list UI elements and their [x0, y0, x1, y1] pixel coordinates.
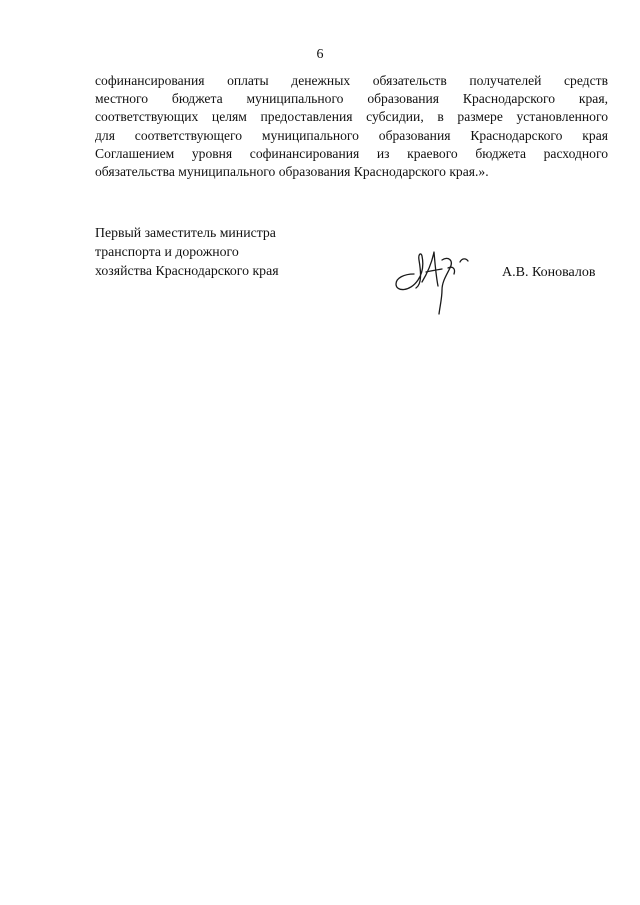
signer-title-line: транспорта и дорожного — [95, 244, 239, 259]
signer-title-line: Первый заместитель министра — [95, 225, 276, 240]
body-line: обязательства муниципального образования Краснодарского края.». — [95, 164, 489, 180]
body-line: соответствующих целям предоставления субсидии, в размере установленного — [95, 109, 608, 125]
signer-title — [95, 223, 279, 280]
body-paragraph — [95, 72, 608, 181]
signer-name: А.В. Коновалов — [502, 265, 596, 280]
body-line: софинансирования оплаты денежных обязательств получателей средств — [95, 73, 608, 88]
page-number: 6 — [316, 47, 324, 62]
body-line: Соглашением уровня софинансирования из краевого бюджета расходного — [95, 145, 608, 161]
body-line: местного бюджета муниципального образования Краснодарского края, — [95, 91, 608, 107]
body-line: для соответствующего муниципального образования Краснодарского края — [95, 127, 608, 143]
handwritten-signature — [392, 238, 482, 318]
signer-title-line: хозяйства Краснодарского края — [95, 263, 279, 278]
